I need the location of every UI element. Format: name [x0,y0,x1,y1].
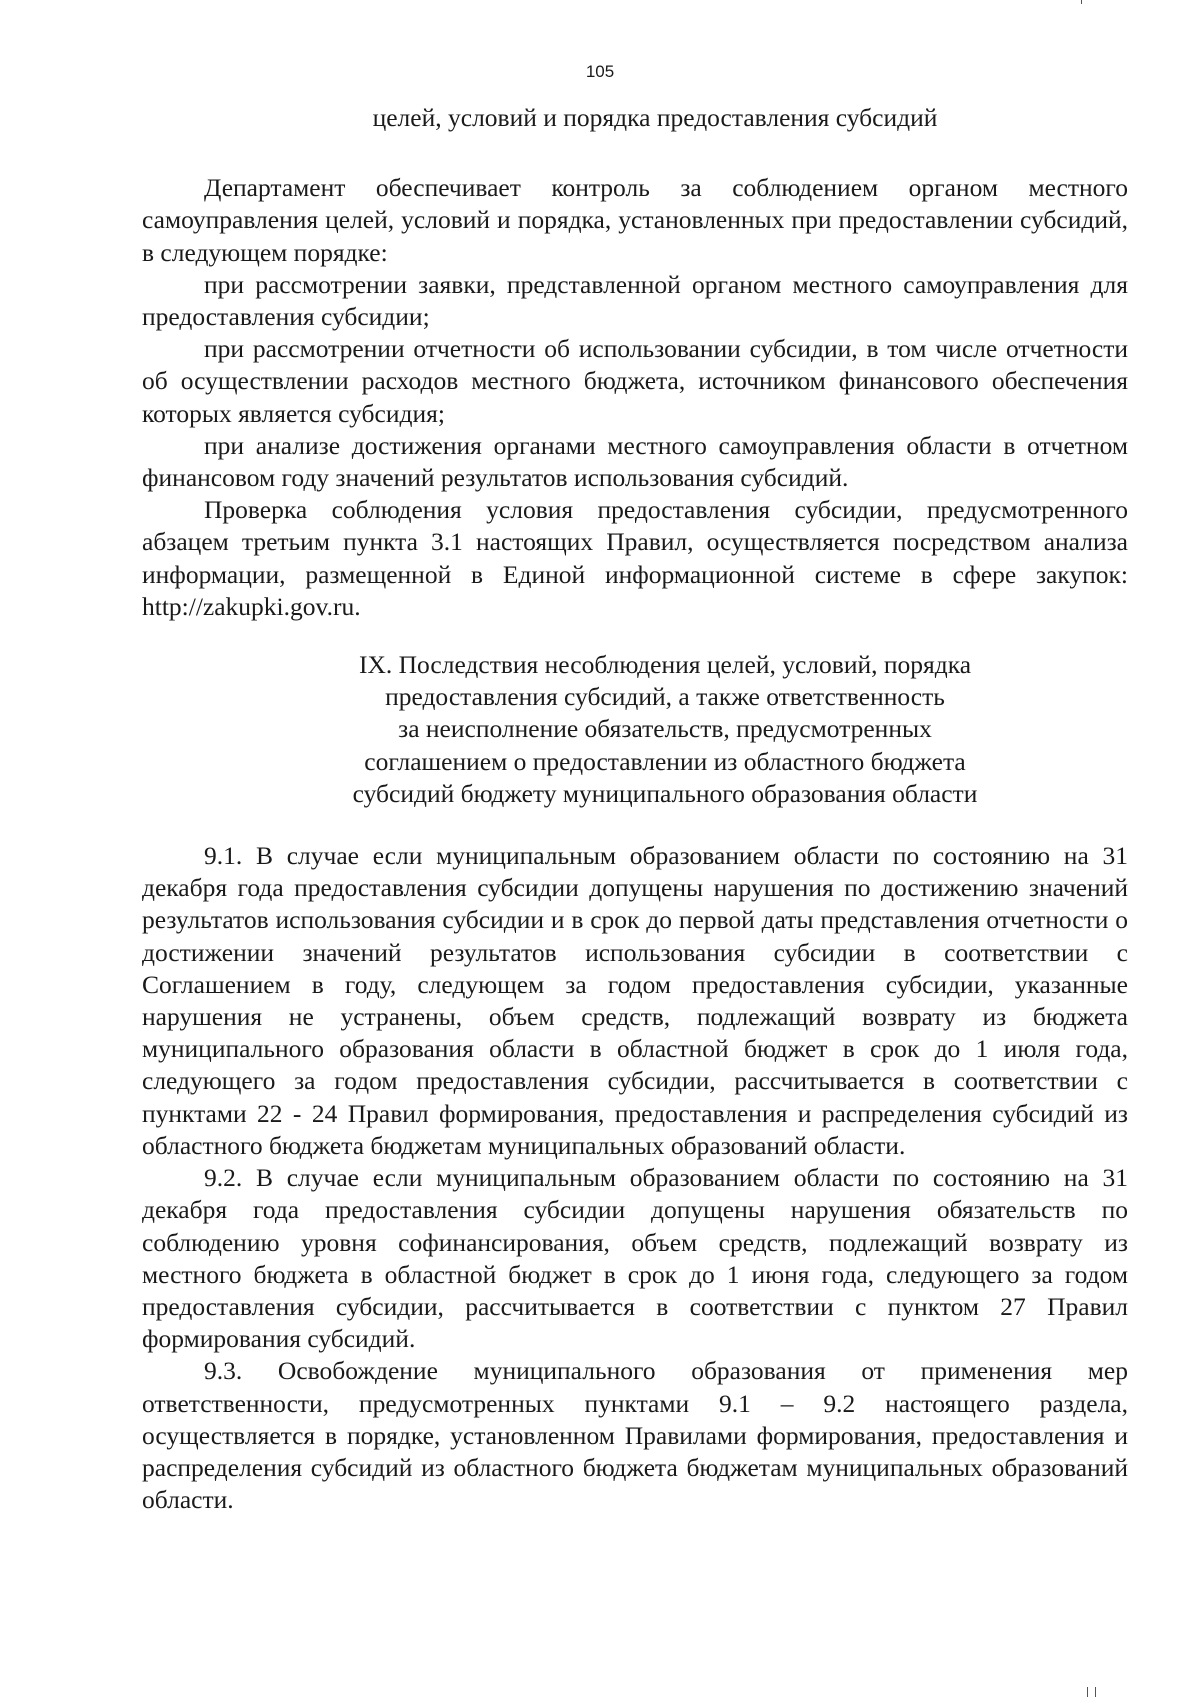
section-heading-line: за неисполнение обязательств, предусмотренных [398,714,932,744]
scan-artifact-top [1081,0,1082,4]
paragraph-control-item-reporting: при рассмотрении отчетности об использовании субсидии, в том числе отчетности об осуществлении расходов местного бюджета, источником финансового обеспечения которых является субсидия; [142,334,1128,428]
page-number: 105 [585,62,615,81]
scan-artifact-bottom [1087,1687,1088,1697]
paragraph-9-3: 9.3. Освобождение муниципального образования от применения мер ответственности, предусмотренных пунктами 9.1 – 9.2 настоящего раздела, осуществляется в порядке, установленном Правилами формирования, предоставления и распределения субсидий из областного бюджета бюджетам муниципальных образований области. [142,1356,1128,1515]
continued-heading: целей, условий и порядка предоставления субсидий [372,103,938,132]
paragraph-verification: Проверка соблюдения условия предоставления субсидии, предусмотренного абзацем третьим пункта 3.1 настоящих Правил, осуществляется посредством анализа информации, размещенной в Единой информационной системе в сфере закупок: http://zakupki.gov.ru. [142,495,1128,621]
section-ix-heading [142,649,1128,810]
section-heading-line: предоставления субсидий, а также ответственность [385,682,945,712]
paragraph-9-2: 9.2. В случае если муниципальным образованием области по состоянию на 31 декабря года предоставления субсидии допущены нарушения обязательств по соблюдению уровня софинансирования, объем средств, подлежащий возврату из местного бюджета в областной бюджет в срок до 1 июня года, следующего за годом предоставления субсидии, рассчитывается в соответствии с пунктом 27 Правил формирования субсидий. [142,1163,1128,1354]
section-heading-line: IX. Последствия несоблюдения целей, условий, порядка [358,650,972,680]
paragraph-9-1: 9.1. В случае если муниципальным образованием области по состоянию на 31 декабря года предоставления субсидии допущены нарушения по достижению значений результатов использования субсидии и в срок до первой даты представления отчетности о достижении значений результатов использования субсидии в соответствии с Соглашением в году, следующем за годом предоставления субсидии, указанные нарушения не устранены, объем средств, подлежащий возврату из бюджета муниципального образования области в областной бюджет в срок до 1 июля года, следующего за годом предоставления субсидии, рассчитывается в соответствии с пунктами 22 - 24 Правил формирования, предоставления и распределения субсидий из областного бюджета бюджетам муниципальных образований области. [142,841,1128,1160]
scan-artifact-bottom [1095,1687,1096,1697]
control-section [142,172,1128,623]
paragraph-control-item-analysis: при анализе достижения органами местного самоуправления области в отчетном финансовом году значений результатов использования субсидий. [142,430,1128,493]
section-heading-line: субсидий бюджету муниципального образования области [352,778,978,808]
section-ix-body [142,840,1128,1516]
paragraph-control-intro: Департамент обеспечивает контроль за соблюдением органом местного самоуправления целей, условий и порядка, установленных при предоставлении субсидий, в следующем порядке: [142,173,1128,267]
section-heading-line: соглашением о предоставлении из областного бюджета [364,746,966,776]
paragraph-control-item-application: при рассмотрении заявки, представленной органом местного самоуправления для предоставления субсидии; [142,269,1128,332]
page-content [142,102,1128,1516]
